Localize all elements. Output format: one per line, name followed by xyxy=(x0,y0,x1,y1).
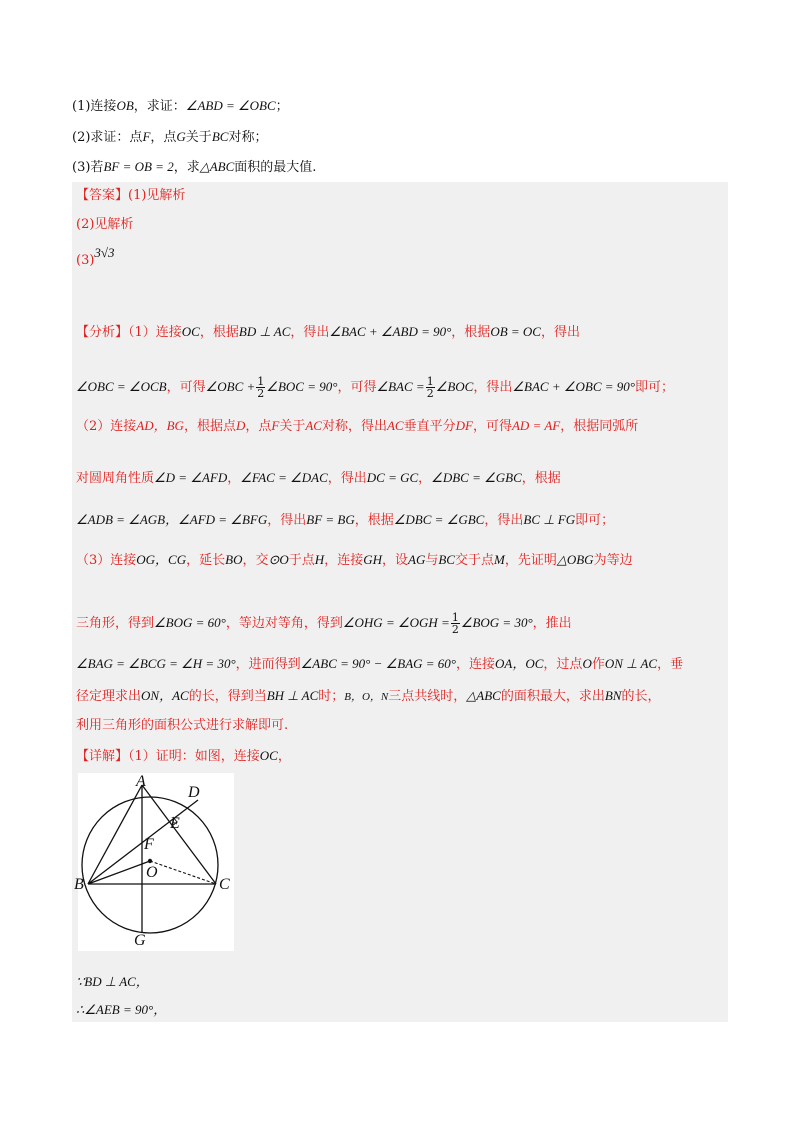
label-e: E xyxy=(170,815,180,832)
math: H xyxy=(314,552,325,567)
denominator: 2 xyxy=(451,623,459,636)
text: ，根据 xyxy=(521,471,561,486)
text: ，推出 xyxy=(532,616,572,631)
text: （2）连接 xyxy=(76,419,137,434)
text: ，根据点 xyxy=(183,419,236,434)
text: 三点共线时， xyxy=(388,689,467,704)
answer-line-2 xyxy=(76,215,133,235)
text: 关于 xyxy=(279,419,306,434)
math: ∠OBC + xyxy=(205,379,256,394)
text: 对称； xyxy=(228,130,268,145)
numerator: 1 xyxy=(451,611,459,624)
text: ，得出 xyxy=(484,513,524,528)
segment-bd xyxy=(88,800,198,884)
text: ，设 xyxy=(381,553,408,568)
text: ，根据 xyxy=(354,513,394,528)
analysis-line-4 xyxy=(76,468,561,489)
label-g: G xyxy=(134,932,146,949)
math: ∵BD ⊥ AC， xyxy=(76,974,149,989)
text: 交于点 xyxy=(454,553,494,568)
text: 时； xyxy=(318,689,345,704)
math: ON，AC xyxy=(141,688,189,703)
text: ； xyxy=(275,99,289,114)
text: ，求证： xyxy=(133,99,186,114)
text: ，连接 xyxy=(324,553,364,568)
text: ，根据 xyxy=(451,325,491,340)
math: BN xyxy=(604,688,622,703)
answer-1: (1)见解析 xyxy=(128,188,186,203)
fraction-half xyxy=(256,376,265,399)
detail-step-1 xyxy=(76,972,149,993)
center-dot xyxy=(148,859,152,863)
text: ，求 xyxy=(173,160,200,175)
math: BD ⊥ AC xyxy=(238,324,291,339)
math: ∠ADB = ∠AGB，∠AFD = ∠BFG xyxy=(76,512,268,527)
text: ， xyxy=(418,471,432,486)
text: ，点 xyxy=(150,130,177,145)
fraction-half xyxy=(426,376,435,399)
text: 垂直平分 xyxy=(403,419,456,434)
math: ∠ABC = 90° − ∠BAG = 60° xyxy=(300,656,457,671)
analysis-line-5 xyxy=(76,510,614,531)
text: 即可； xyxy=(575,513,615,528)
math: DC = GC xyxy=(366,470,419,485)
math: ∠BAG = ∠BCG = ∠H = 30° xyxy=(76,656,236,671)
math: ∠FAC = ∠DAC xyxy=(240,470,328,485)
segment-oc xyxy=(150,861,216,884)
detail-step-2 xyxy=(76,1000,166,1021)
detail-tag: 【详解】 xyxy=(76,749,129,764)
text: 径定理求出 xyxy=(76,689,142,704)
analysis-line-2 xyxy=(76,376,674,399)
text: （1）连接 xyxy=(128,325,182,340)
text: ，点 xyxy=(245,419,272,434)
math: BO xyxy=(225,552,243,567)
math: OC xyxy=(259,748,278,763)
text: ，交 xyxy=(242,553,269,568)
math: OC xyxy=(181,324,200,339)
text: ，先证明 xyxy=(504,553,557,568)
answer-3-number: (3) xyxy=(76,253,95,268)
text: ，得出 xyxy=(327,471,367,486)
math: ∠DBC = ∠GBC xyxy=(431,470,522,485)
math: ∠BOG = 30° xyxy=(460,615,533,630)
analysis-line-1 xyxy=(76,322,580,343)
math: ∠DBC = ∠GBC xyxy=(393,512,485,527)
text: ，可得 xyxy=(337,380,377,395)
math: OB = OC xyxy=(490,324,541,339)
question-part-3 xyxy=(72,158,316,177)
label-c: C xyxy=(219,876,230,893)
math: BC ⊥ FG xyxy=(523,512,576,527)
part-number: (1) xyxy=(72,99,91,114)
math: AC xyxy=(305,418,322,433)
geometry-figure xyxy=(74,773,234,951)
analysis-line-6 xyxy=(76,550,633,571)
numerator: 1 xyxy=(257,375,265,388)
answer-line-1 xyxy=(76,186,185,206)
label-d: D xyxy=(188,784,200,801)
math: △ABC xyxy=(466,688,501,703)
text: 利用三角形的面积公式进行求解即可. xyxy=(76,718,289,733)
text: ，根据同弧所 xyxy=(560,419,639,434)
text: ，进而得到 xyxy=(235,657,301,672)
text: ，垂 xyxy=(657,657,684,672)
math: ∠BOC = 90° xyxy=(266,379,338,394)
segment-bo xyxy=(88,861,150,884)
math: ∠OHG = ∠OGH = xyxy=(342,615,450,630)
math: OG，CG xyxy=(136,552,187,567)
math: F xyxy=(271,418,280,433)
part-number: (3) xyxy=(72,160,91,175)
math: AD，BG xyxy=(136,418,184,433)
part-number: (2) xyxy=(72,130,91,145)
math: G xyxy=(176,129,186,144)
math: △OBG xyxy=(556,552,594,567)
question-part-2 xyxy=(72,128,267,147)
math: ∠OBC = ∠OCB xyxy=(76,379,167,394)
analysis-line-7 xyxy=(76,612,572,635)
text: 若 xyxy=(90,160,104,175)
math: BF = BG xyxy=(306,512,355,527)
math: BC xyxy=(438,552,455,567)
text: ，根据 xyxy=(199,325,239,340)
math: F xyxy=(142,129,151,144)
text: 作 xyxy=(591,657,605,672)
analysis-line-9 xyxy=(76,686,660,707)
analysis-line-10 xyxy=(76,716,288,736)
denominator: 2 xyxy=(257,387,265,400)
label-b: B xyxy=(74,876,84,893)
math: M xyxy=(494,552,505,567)
denominator: 2 xyxy=(426,387,434,400)
math: ∠BAC + ∠ABD = 90° xyxy=(329,324,452,339)
math: AC xyxy=(386,418,404,433)
text: 的面积最大，求出 xyxy=(500,689,605,704)
text: ， xyxy=(227,471,241,486)
math: OA，OC xyxy=(495,656,544,671)
math: AD = AF xyxy=(511,418,561,433)
math: ∠BAC = xyxy=(376,379,425,394)
answer-3-value: 3√3 xyxy=(94,245,115,260)
text: 关于 xyxy=(185,130,212,145)
text: ，可得 xyxy=(166,380,206,395)
text: 与 xyxy=(425,553,439,568)
detail-line-1 xyxy=(76,746,291,767)
math: ON ⊥ AC xyxy=(604,656,658,671)
answer-tag: 【答案】 xyxy=(76,188,129,203)
math: ∠D = ∠AFD xyxy=(154,470,228,485)
math: ⊙O xyxy=(268,552,289,567)
text: 连接 xyxy=(90,99,117,114)
text: 为等边 xyxy=(593,553,633,568)
math: ∠BOC xyxy=(435,379,474,394)
text: 求证：点 xyxy=(90,130,143,145)
text: ，得出 xyxy=(267,513,307,528)
math: DF xyxy=(455,418,473,433)
math: GH xyxy=(363,552,382,567)
math: D xyxy=(235,418,246,433)
label-o: O xyxy=(146,864,158,881)
math: BC xyxy=(211,129,229,144)
numerator: 1 xyxy=(426,375,434,388)
answer-2: (2)见解析 xyxy=(76,217,134,232)
math: O xyxy=(582,656,592,671)
text: ，过点 xyxy=(543,657,583,672)
math: BH ⊥ AC xyxy=(266,688,319,703)
text: （3）连接 xyxy=(76,553,137,568)
text: 的长，得到当 xyxy=(188,689,267,704)
text: ，得出 xyxy=(290,325,330,340)
math: BF = OB = 2 xyxy=(103,159,174,174)
math: B，O，N xyxy=(344,691,389,703)
math: ∠BOG = 60° xyxy=(154,615,226,630)
math: ∴∠AEB = 90°， xyxy=(76,1002,167,1017)
analysis-line-3 xyxy=(76,416,638,437)
text: 对圆周角性质 xyxy=(76,471,155,486)
text: 面积的最大值. xyxy=(234,160,317,175)
label-a: A xyxy=(136,773,146,790)
math: AG xyxy=(408,552,426,567)
label-f: F xyxy=(144,836,154,853)
answer-line-3 xyxy=(76,245,115,271)
text: 三角形，得到 xyxy=(76,616,155,631)
text: 的长， xyxy=(621,689,661,704)
text: 于点 xyxy=(288,553,315,568)
segment-ab xyxy=(88,785,142,884)
fraction-half xyxy=(451,612,460,635)
text: ，连接 xyxy=(456,657,496,672)
circle-diagram xyxy=(74,773,234,951)
text: ，得出 xyxy=(540,325,580,340)
text: ， xyxy=(277,749,291,764)
text: ，等边对等角，得到 xyxy=(225,616,343,631)
math: ∠BAC + ∠OBC = 90° xyxy=(512,379,635,394)
math: OB xyxy=(116,98,134,113)
text: （1）证明：如图，连接 xyxy=(128,749,260,764)
text: ，可得 xyxy=(472,419,512,434)
analysis-tag: 【分析】 xyxy=(76,325,129,340)
text: 即可； xyxy=(634,380,674,395)
text: ，得出 xyxy=(473,380,513,395)
question-part-1 xyxy=(72,97,289,116)
text: ，延长 xyxy=(186,553,226,568)
math: ∠ABD = ∠OBC xyxy=(185,98,276,113)
math: △ABC xyxy=(199,159,235,174)
text: 对称，得出 xyxy=(321,419,387,434)
analysis-line-8 xyxy=(76,654,683,675)
